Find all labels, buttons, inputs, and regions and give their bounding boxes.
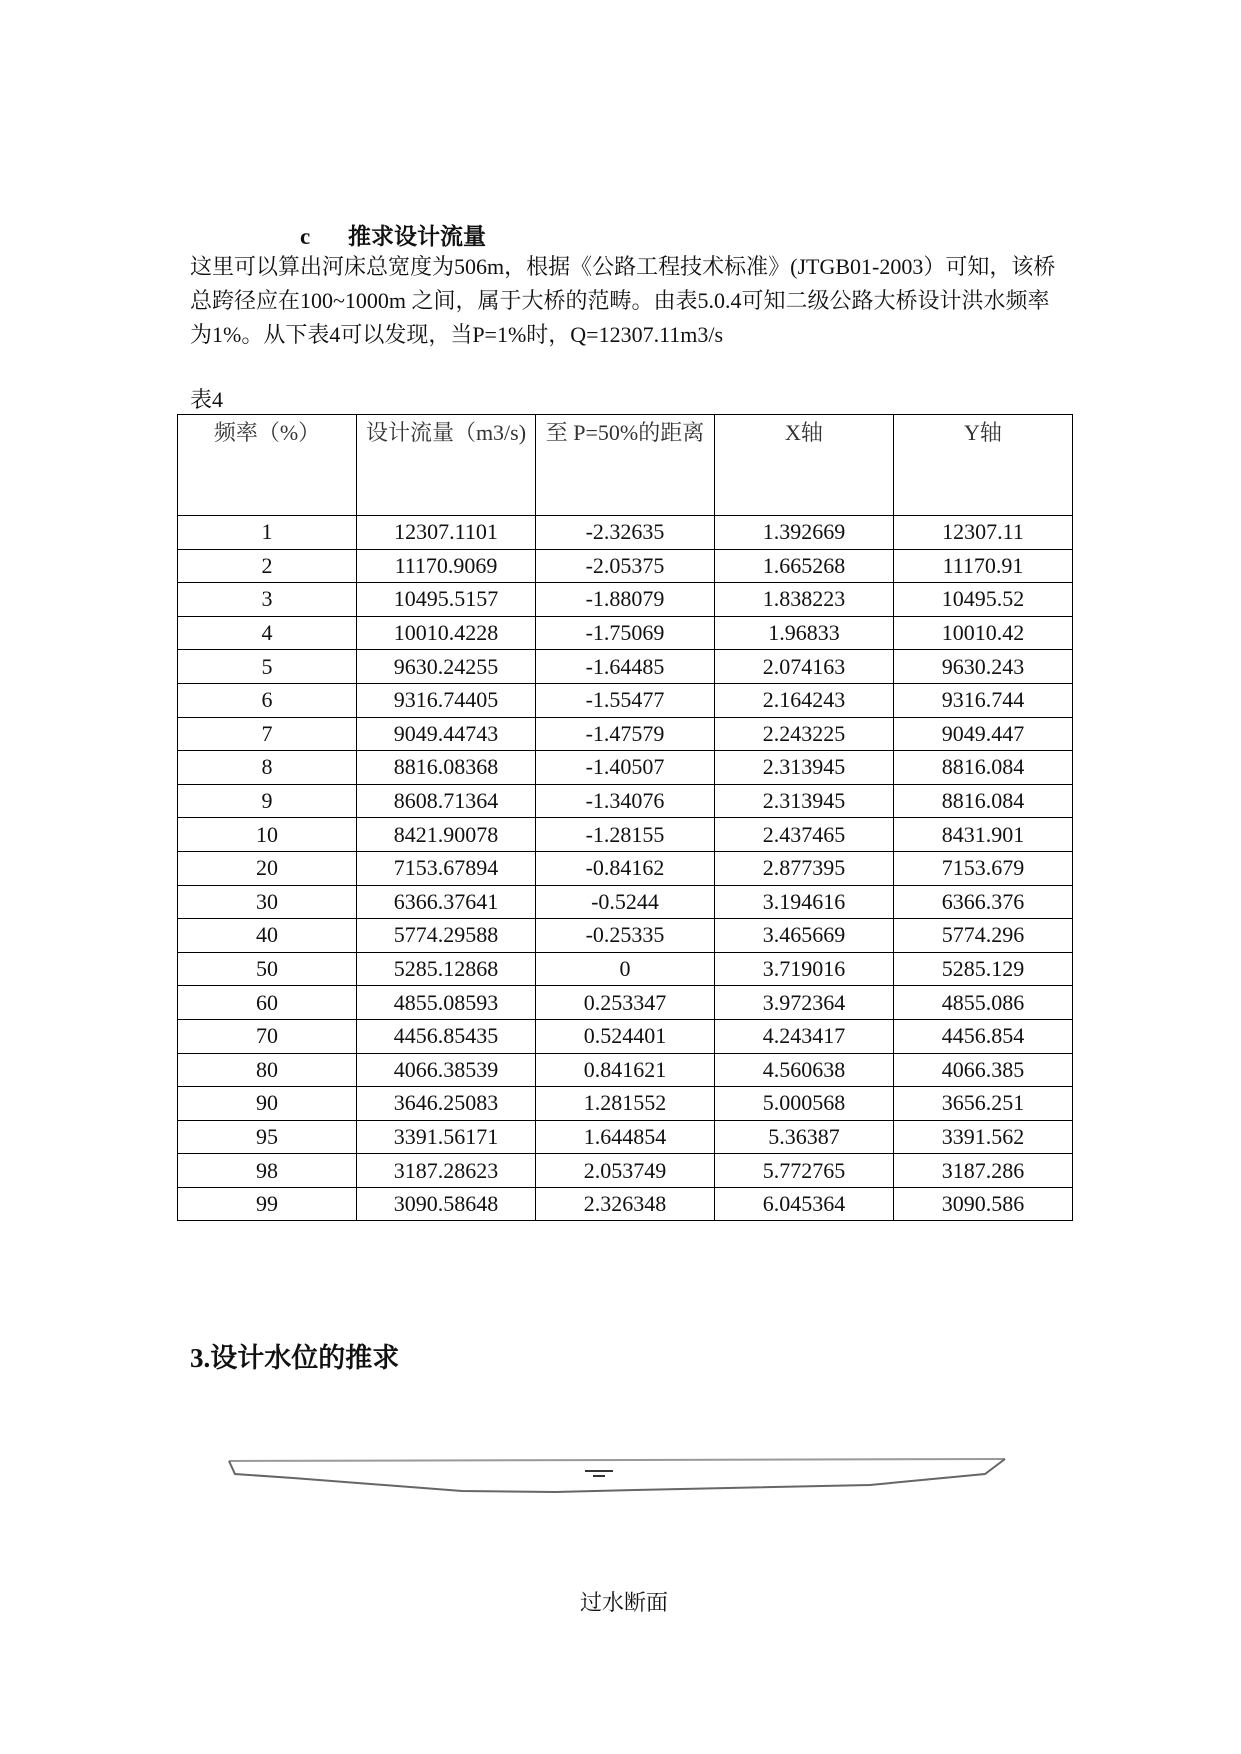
table-cell: 20 bbox=[178, 851, 357, 885]
table-row bbox=[178, 516, 1073, 550]
table-row bbox=[178, 784, 1073, 818]
table-cell: 10 bbox=[178, 818, 357, 852]
table-cell: 3.465669 bbox=[715, 919, 894, 953]
table-cell: 80 bbox=[178, 1053, 357, 1087]
table-row bbox=[178, 818, 1073, 852]
table-cell: 2.243225 bbox=[715, 717, 894, 751]
table-cell: 2.053749 bbox=[536, 1154, 715, 1188]
table-cell: 9630.243 bbox=[894, 650, 1073, 684]
table-cell: 4.560638 bbox=[715, 1053, 894, 1087]
table-cell: 1.838223 bbox=[715, 583, 894, 617]
table-cell: 8431.901 bbox=[894, 818, 1073, 852]
table-cell: 3090.586 bbox=[894, 1187, 1073, 1221]
table-cell: 3187.28623 bbox=[357, 1154, 536, 1188]
frequency-table bbox=[177, 414, 1073, 1221]
table-cell: 10010.42 bbox=[894, 616, 1073, 650]
table-cell: -1.55477 bbox=[536, 683, 715, 717]
table-cell: 6366.37641 bbox=[357, 885, 536, 919]
table-cell: 6.045364 bbox=[715, 1187, 894, 1221]
figure-caption: 过水断面 bbox=[580, 1590, 669, 1615]
table-row bbox=[178, 683, 1073, 717]
table-cell: -2.32635 bbox=[536, 516, 715, 550]
table-cell: 9316.744 bbox=[894, 683, 1073, 717]
table-caption: 表4 bbox=[190, 387, 224, 412]
table-cell: 8608.71364 bbox=[357, 784, 536, 818]
table-cell: 1 bbox=[178, 516, 357, 550]
table-cell: 1.96833 bbox=[715, 616, 894, 650]
table-cell: 4066.385 bbox=[894, 1053, 1073, 1087]
table-cell: 60 bbox=[178, 986, 357, 1020]
table-row bbox=[178, 1087, 1073, 1121]
table-cell: 7153.67894 bbox=[357, 851, 536, 885]
table-cell: 0 bbox=[536, 952, 715, 986]
table-cell: 1.392669 bbox=[715, 516, 894, 550]
table-cell: 9630.24255 bbox=[357, 650, 536, 684]
table-cell: 8816.08368 bbox=[357, 751, 536, 785]
table-cell: 10495.5157 bbox=[357, 583, 536, 617]
table-cell: 99 bbox=[178, 1187, 357, 1221]
table-cell: 0.841621 bbox=[536, 1053, 715, 1087]
table-cell: 5 bbox=[178, 650, 357, 684]
table-cell: 1.281552 bbox=[536, 1087, 715, 1121]
section-3-heading: 3.设计水位的推求 bbox=[190, 1343, 400, 1373]
table-row bbox=[178, 1120, 1073, 1154]
table-cell: 3090.58648 bbox=[357, 1187, 536, 1221]
table-row bbox=[178, 717, 1073, 751]
table-cell: 98 bbox=[178, 1154, 357, 1188]
table-cell: 10010.4228 bbox=[357, 616, 536, 650]
table-cell: -1.47579 bbox=[536, 717, 715, 751]
table-cell: 5774.296 bbox=[894, 919, 1073, 953]
table-cell: 3 bbox=[178, 583, 357, 617]
table-cell: 50 bbox=[178, 952, 357, 986]
riverbed-profile bbox=[229, 1459, 1005, 1492]
table-cell: 5.000568 bbox=[715, 1087, 894, 1121]
water-surface-line bbox=[229, 1459, 1005, 1461]
table-cell: 12307.11 bbox=[894, 516, 1073, 550]
cross-section-diagram bbox=[225, 1450, 1015, 1510]
table-cell: 2.437465 bbox=[715, 818, 894, 852]
table-cell: 8421.90078 bbox=[357, 818, 536, 852]
table-cell: 1.665268 bbox=[715, 549, 894, 583]
table-cell: -1.75069 bbox=[536, 616, 715, 650]
table-cell: 2 bbox=[178, 549, 357, 583]
column-header: 至 P=50%的距离 bbox=[536, 415, 715, 516]
table-cell: 9049.447 bbox=[894, 717, 1073, 751]
table-cell: 7 bbox=[178, 717, 357, 751]
table-cell: 4066.38539 bbox=[357, 1053, 536, 1087]
table-cell: 0.253347 bbox=[536, 986, 715, 1020]
table-cell: 2.313945 bbox=[715, 751, 894, 785]
table-cell: 6 bbox=[178, 683, 357, 717]
table-cell: -0.5244 bbox=[536, 885, 715, 919]
table-cell: 6366.376 bbox=[894, 885, 1073, 919]
table-cell: 11170.9069 bbox=[357, 549, 536, 583]
table-row bbox=[178, 986, 1073, 1020]
table-cell: 9049.44743 bbox=[357, 717, 536, 751]
table-cell: -1.28155 bbox=[536, 818, 715, 852]
table-row bbox=[178, 549, 1073, 583]
table-cell: 3.972364 bbox=[715, 986, 894, 1020]
table-cell: 5.36387 bbox=[715, 1120, 894, 1154]
table-cell: -0.25335 bbox=[536, 919, 715, 953]
section-c-heading bbox=[300, 218, 486, 251]
table-cell: 5285.129 bbox=[894, 952, 1073, 986]
column-header: X轴 bbox=[715, 415, 894, 516]
column-header: 频率（%） bbox=[178, 415, 357, 516]
table-cell: 5.772765 bbox=[715, 1154, 894, 1188]
body-paragraph: 这里可以算出河床总宽度为506m，根据《公路工程技术标准》(JTGB01-2003）可知，该桥总跨径应在100~1000m 之间，属于大桥的范畴。由表5.0.4可知二级公路大桥设计洪水频率为1%。从下表4可以发现，当P=1%时，Q=12307.11m3/s bbox=[190, 254, 1056, 347]
table-row bbox=[178, 885, 1073, 919]
table-cell: 70 bbox=[178, 1019, 357, 1053]
table-cell: -1.64485 bbox=[536, 650, 715, 684]
table-cell: 2.877395 bbox=[715, 851, 894, 885]
table-cell: 11170.91 bbox=[894, 549, 1073, 583]
table-cell: -2.05375 bbox=[536, 549, 715, 583]
table-row bbox=[178, 650, 1073, 684]
table-row bbox=[178, 1154, 1073, 1188]
table-cell: 5285.12868 bbox=[357, 952, 536, 986]
table-cell: 3656.251 bbox=[894, 1087, 1073, 1121]
table-cell: 3187.286 bbox=[894, 1154, 1073, 1188]
table-row bbox=[178, 851, 1073, 885]
table-cell: -1.34076 bbox=[536, 784, 715, 818]
table-header-row bbox=[178, 415, 1073, 516]
table-cell: 8816.084 bbox=[894, 751, 1073, 785]
column-header: Y轴 bbox=[894, 415, 1073, 516]
table-cell: 3391.562 bbox=[894, 1120, 1073, 1154]
table-cell: 2.074163 bbox=[715, 650, 894, 684]
section-letter: c bbox=[300, 224, 311, 249]
table-cell: 1.644854 bbox=[536, 1120, 715, 1154]
table-cell: 9316.74405 bbox=[357, 683, 536, 717]
table-cell: 4.243417 bbox=[715, 1019, 894, 1053]
table-cell: 95 bbox=[178, 1120, 357, 1154]
table-row bbox=[178, 1187, 1073, 1221]
table-cell: 9 bbox=[178, 784, 357, 818]
table-row bbox=[178, 919, 1073, 953]
table-cell: 7153.679 bbox=[894, 851, 1073, 885]
table-cell: 3.194616 bbox=[715, 885, 894, 919]
table-cell: 4 bbox=[178, 616, 357, 650]
table-row bbox=[178, 1019, 1073, 1053]
table-cell: 3.719016 bbox=[715, 952, 894, 986]
table-cell: 2.164243 bbox=[715, 683, 894, 717]
table-cell: 30 bbox=[178, 885, 357, 919]
table-cell: 4456.854 bbox=[894, 1019, 1073, 1053]
table-row bbox=[178, 952, 1073, 986]
table-cell: 4855.086 bbox=[894, 986, 1073, 1020]
table-cell: 4855.08593 bbox=[357, 986, 536, 1020]
table-cell: 5774.29588 bbox=[357, 919, 536, 953]
section-title: 推求设计流量 bbox=[348, 224, 486, 249]
table-cell: 3391.56171 bbox=[357, 1120, 536, 1154]
table-row bbox=[178, 1053, 1073, 1087]
table-cell: 8816.084 bbox=[894, 784, 1073, 818]
table-cell: 40 bbox=[178, 919, 357, 953]
table-cell: 8 bbox=[178, 751, 357, 785]
table-row bbox=[178, 583, 1073, 617]
table-cell: -0.84162 bbox=[536, 851, 715, 885]
table-cell: 12307.1101 bbox=[357, 516, 536, 550]
table-cell: 0.524401 bbox=[536, 1019, 715, 1053]
table-cell: 90 bbox=[178, 1087, 357, 1121]
table-cell: -1.40507 bbox=[536, 751, 715, 785]
table-cell: -1.88079 bbox=[536, 583, 715, 617]
table-cell: 10495.52 bbox=[894, 583, 1073, 617]
table-cell: 4456.85435 bbox=[357, 1019, 536, 1053]
table-cell: 3646.25083 bbox=[357, 1087, 536, 1121]
table-cell: 2.313945 bbox=[715, 784, 894, 818]
table-row bbox=[178, 616, 1073, 650]
column-header: 设计流量（m3/s) bbox=[357, 415, 536, 516]
table-row bbox=[178, 751, 1073, 785]
table-cell: 2.326348 bbox=[536, 1187, 715, 1221]
